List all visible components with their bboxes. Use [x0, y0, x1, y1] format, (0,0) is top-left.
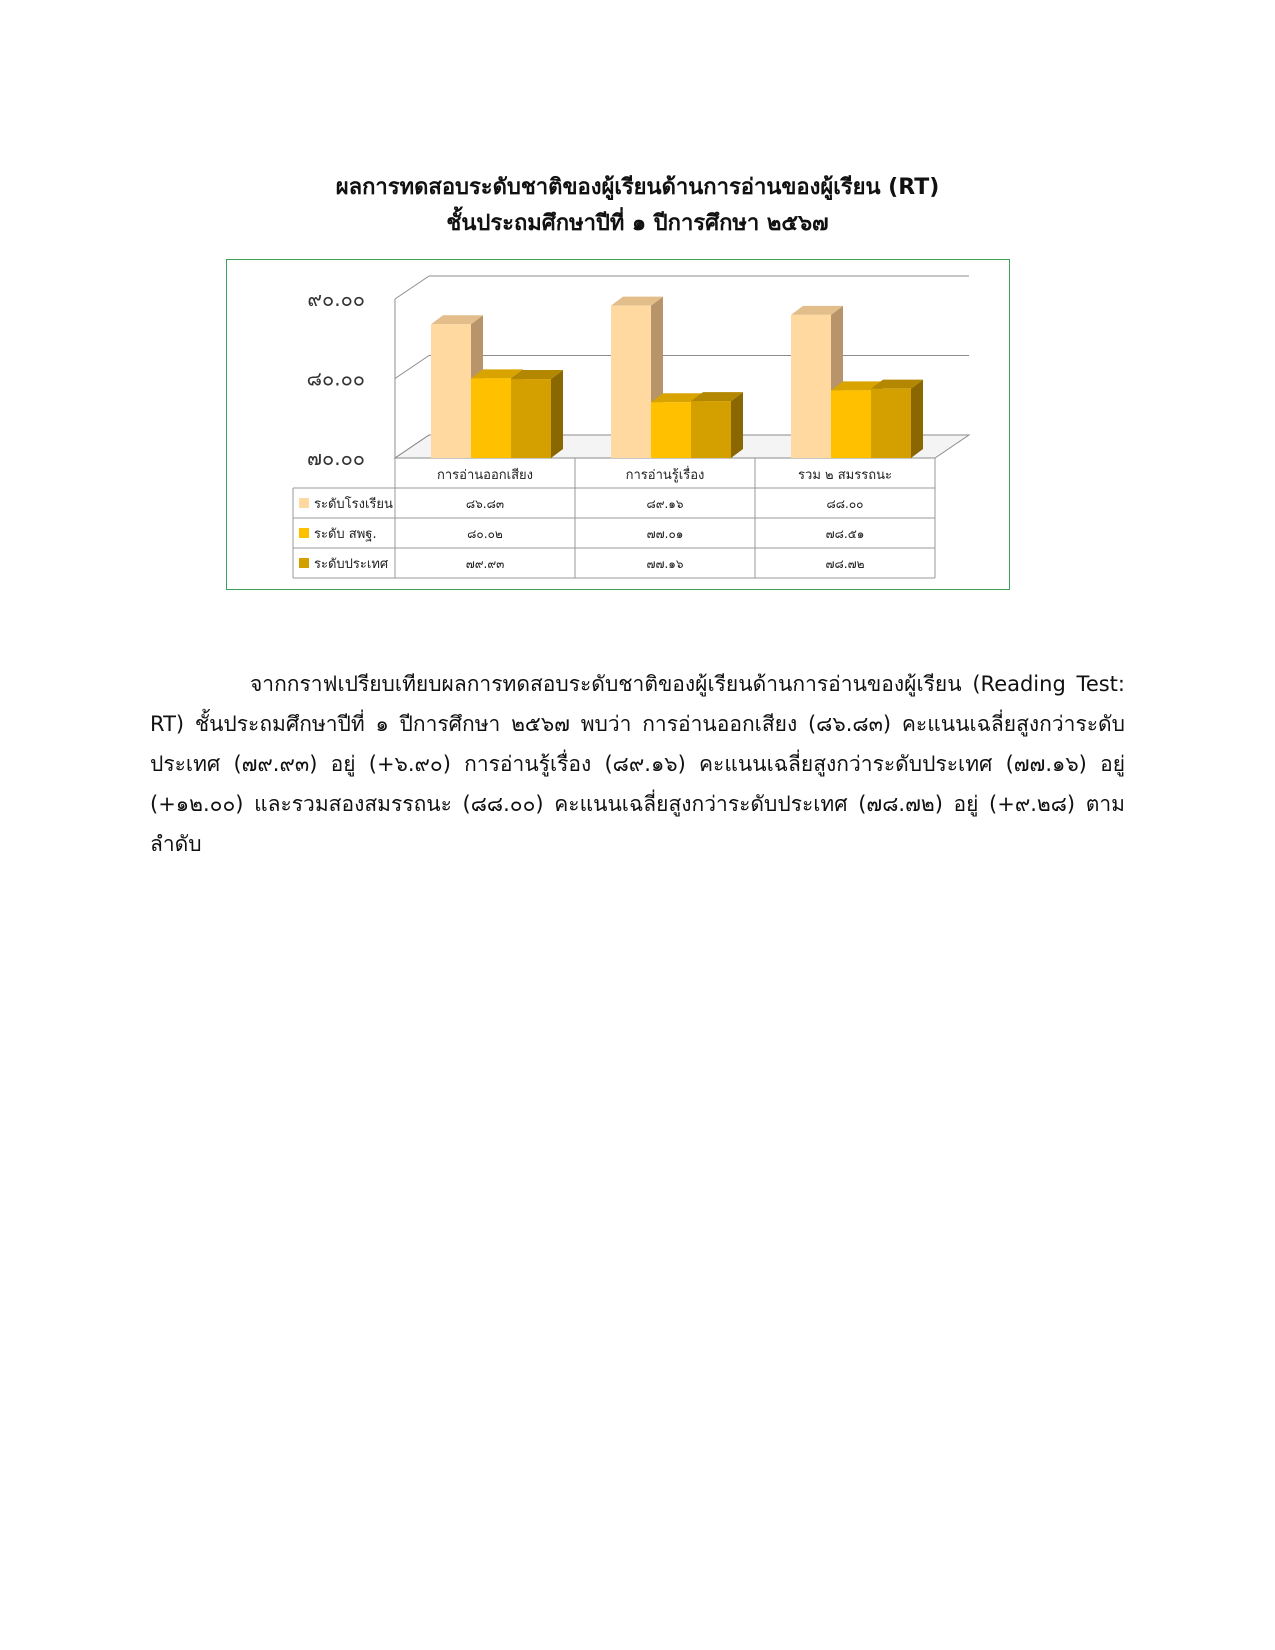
x-tick-label: รวม ๒ สมรรถนะ: [798, 468, 892, 483]
legend-swatch: [299, 498, 309, 508]
chart-frame: [226, 259, 1010, 590]
data-label: ๗๗.๑๖: [646, 557, 684, 571]
y-tick-label: ๗๐.๐๐: [306, 446, 365, 470]
bar: [691, 401, 731, 458]
bar: [611, 306, 651, 458]
data-label: ๗๗.๐๑: [646, 527, 684, 541]
y-tick-label: ๙๐.๐๐: [307, 287, 365, 311]
bar: [871, 389, 911, 458]
bar-side: [551, 370, 563, 458]
legend-entry: ระดับประเทศ: [314, 557, 389, 572]
bar: [431, 324, 471, 458]
chart-title-line1: ผลการทดสอบระดับชาติของผู้เรียนด้านการอ่านของผู้เรียน (RT): [335, 175, 940, 200]
x-tick-label: การอ่านรู้เรื่อง: [625, 468, 705, 483]
bar-side: [731, 392, 743, 458]
gridline-side: [395, 276, 429, 299]
bar: [791, 315, 831, 458]
y-tick-label: ๘๐.๐๐: [306, 366, 365, 391]
legend-entry: ระดับ สพฐ.: [314, 527, 377, 542]
data-label: ๗๘.๗๒: [825, 557, 865, 571]
data-label: ๗๙.๙๓: [465, 557, 505, 571]
gridline-side: [395, 356, 429, 379]
data-label: ๗๘.๕๑: [825, 527, 865, 541]
legend-entry: ระดับโรงเรียน: [314, 497, 393, 512]
chart-title-line2: ชั้นประถมศึกษาปีที่ ๑ ปีการศึกษา ๒๕๖๗: [446, 211, 829, 236]
summary-paragraph: จากกราฟเปรียบเทียบผลการทดสอบระดับชาติของผู้เรียนด้านการอ่านของผู้เรียน (Reading Test: RT) ชั้นประถมศึกษาปีที่ ๑ ปีการศึกษา ๒๕๖๗ พบว่า การอ่านออกเสียง (๘๖.๘๓) คะแนนเฉลี่ยสูงกว่าระดับประเทศ (๗๙.๙๓) อยู่ (+๖.๙๐) การอ่านรู้เรื่อง (๘๙.๑๖) คะแนนเฉลี่ยสูงกว่าระดับประเทศ (๗๗.๑๖) อยู่ (+๑๒.๐๐) และรวมสองสมรรถนะ (๘๘.๐๐) คะแนนเฉลี่ยสูงกว่าระดับประเทศ (๗๘.๗๒) อยู่ (+๙.๒๘) ตามลำดับ: [150, 672, 1125, 856]
legend-swatch: [299, 558, 309, 568]
bar: [511, 379, 551, 458]
bar-chart: [227, 260, 1011, 591]
data-label: ๘๖.๘๓: [465, 497, 505, 511]
data-label: ๘๙.๑๖: [646, 497, 684, 511]
x-tick-label: การอ่านออกเสียง: [437, 468, 533, 483]
bar: [651, 402, 691, 458]
legend-swatch: [299, 528, 309, 538]
bar: [471, 378, 511, 458]
data-label: ๘๘.๐๐: [826, 497, 864, 511]
bar-side: [911, 380, 923, 458]
data-label: ๘๐.๐๒: [467, 527, 503, 541]
bar: [831, 390, 871, 458]
